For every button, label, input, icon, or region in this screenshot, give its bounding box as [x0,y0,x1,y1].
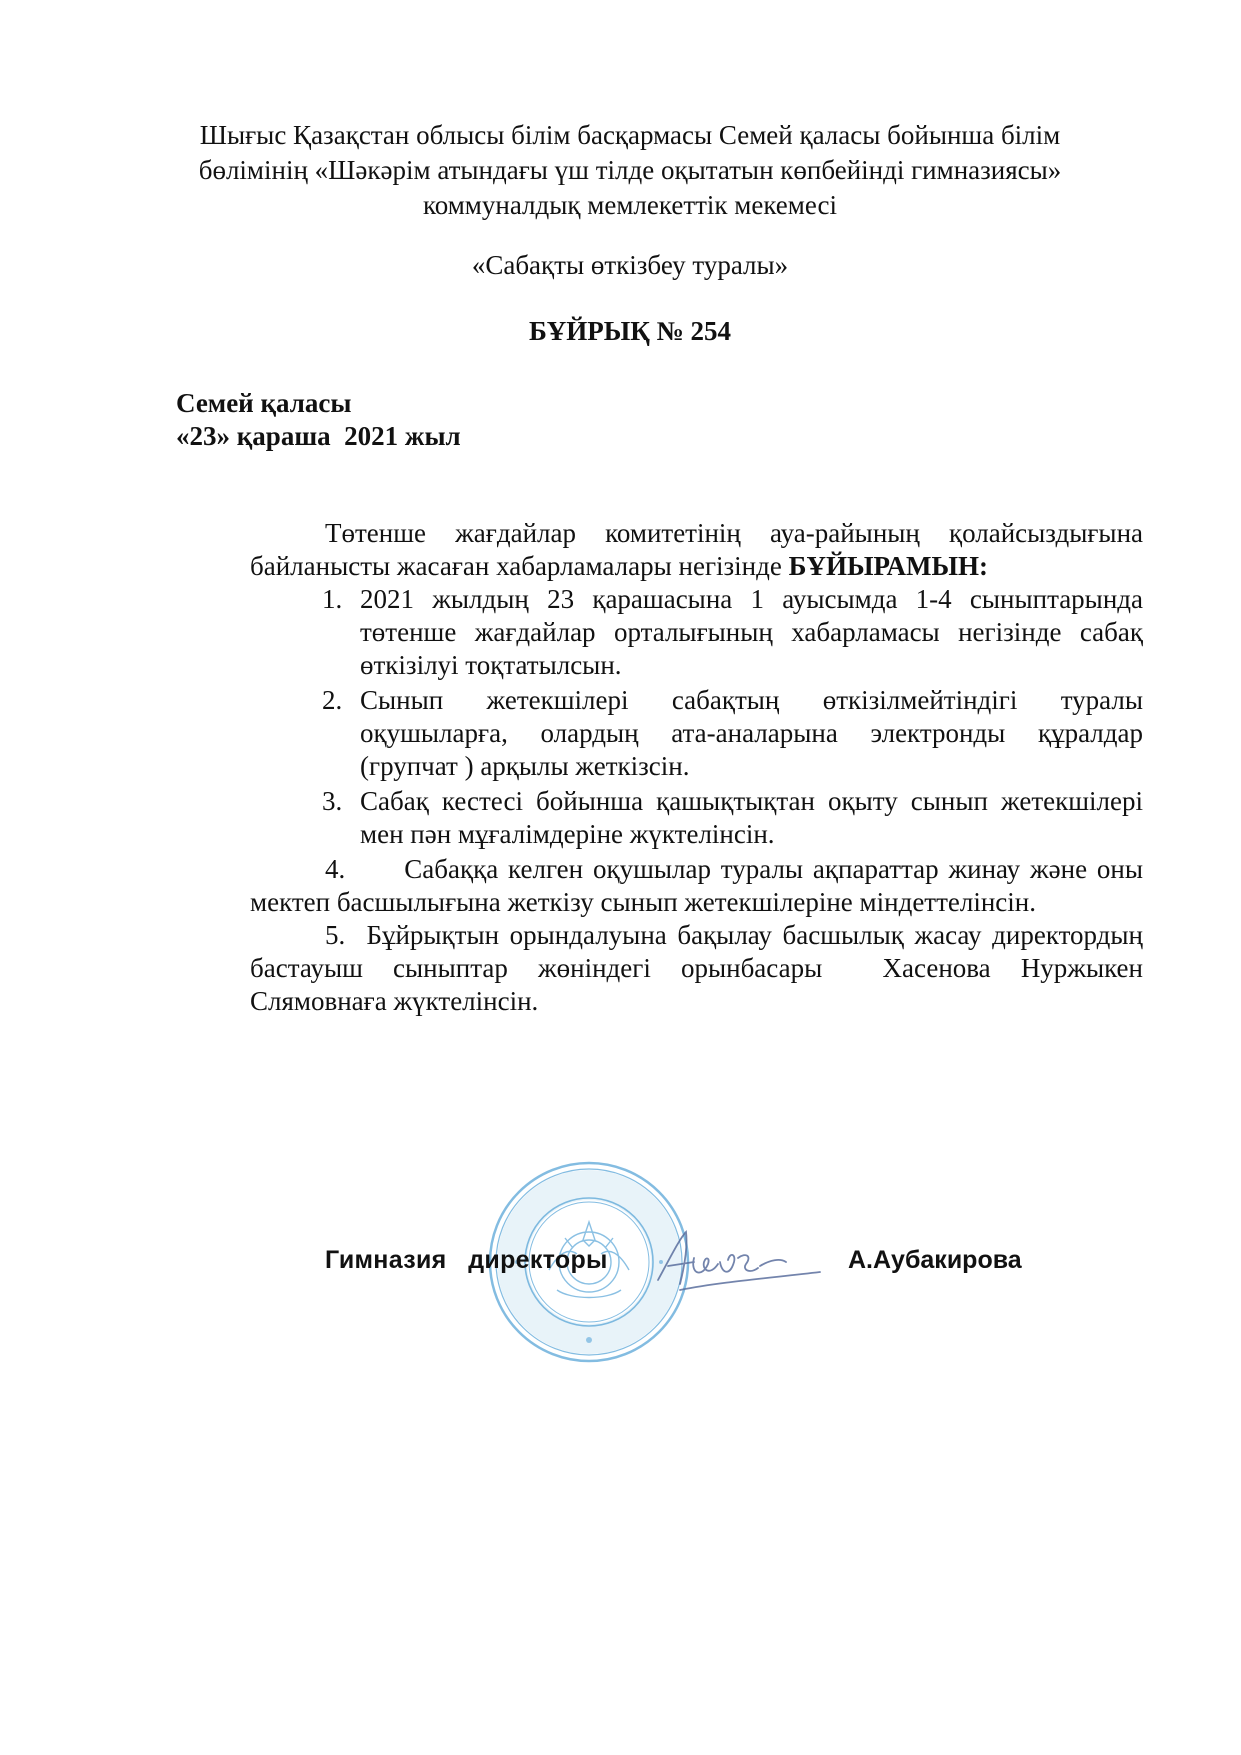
order-item [250,785,1143,851]
order-subject: «Сабақты өткізбеу туралы» [471,250,789,280]
order-item [250,684,1143,783]
order-items-list [250,583,1143,851]
order-item [250,583,1143,682]
order-date: «23» қараша 2021 жыл [176,421,461,451]
order-place: Семей қаласы [176,388,352,418]
intro-command: БҰЙЫРАМЫН: [788,551,988,581]
order-item-number: 2. [322,685,343,715]
order-item-number: 3. [322,786,343,816]
order-item-text: Сынып жетекшілері сабақтың өткізілмейтіндігі туралы оқушыларға, олардың ата-аналарына электронды құралдар (групчат ) арқылы жеткізсін. [360,685,1143,781]
order-title: БҰЙРЫҚ № 254 [528,316,732,346]
order-intro [250,517,1143,583]
header-line-3: коммуналдық мемлекеттік мекемесі [422,190,838,220]
signature-row [0,1246,1241,1306]
order-item-4: 4. Сабаққа келген оқушылар туралы ақпараттар жинау және оны мектеп басшылығына жеткізу сынып жетекшілеріне міндеттелінсін. [250,854,1150,917]
signatory-role: Гимназия директоры [325,1246,608,1274]
institution-header [150,118,1110,223]
signatory-name: А.Аубакирова [848,1246,1022,1274]
header-line-2: бөлімінің «Шәкәрім атындағы үш тілде оқытатын көпбейінді гимназиясы» [198,155,1062,185]
order-item-text: 2021 жылдың 23 қарашасына 1 ауысымда 1-4 сыныптарында төтенше жағдайлар орталығының хабарламасы негізінде сабақ өткізілуі тоқтатылсын. [360,584,1143,680]
intro-text: Төтенше жағдайлар комитетінің ауа-райының қолайсыздығына байланысты жасаған хабарламалары негізінде [250,518,1143,581]
header-line-1: Шығыс Қазақстан облысы білім басқармасы Семей қаласы бойынша білім [199,120,1061,150]
order-item-text: Сабақ кестесі бойынша қашықтықтан оқыту сынып жетекшілері мен пән мұғалімдеріне жүктелінсін. [360,786,1143,849]
order-body [250,517,1150,1018]
order-item-number: 1. [322,584,343,614]
order-item-5: 5. Бұйрықтын орындалуына бақылау басшылық жасау директордың бастауыш сыныптар жөніндегі орынбасары Хасенова Нуржыкен Слямовнаға жүктелінсін. [250,920,1150,1016]
